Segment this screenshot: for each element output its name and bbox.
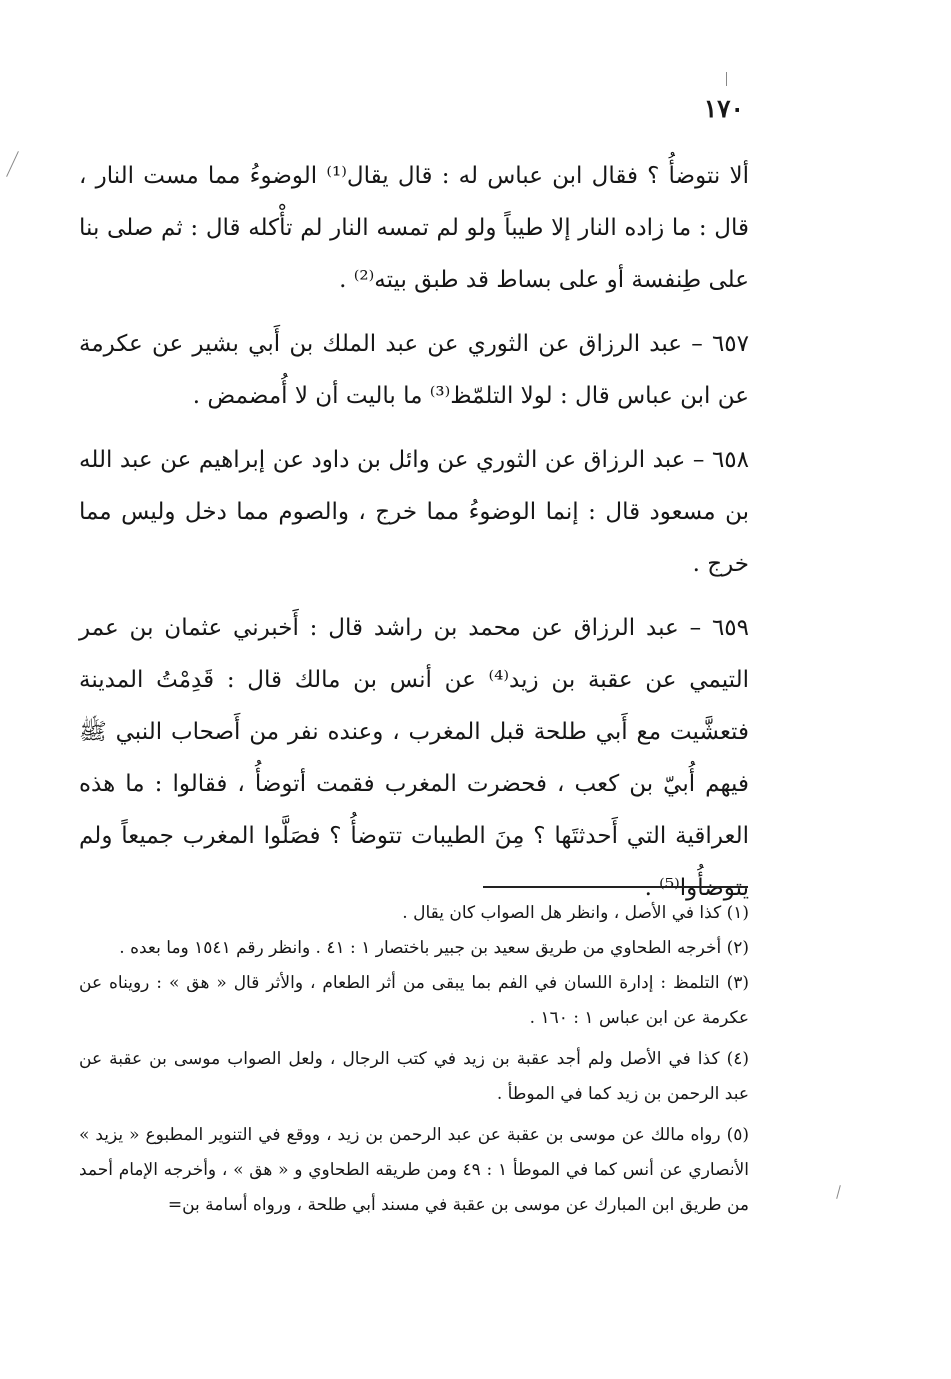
footnote-3: (٣) التلمظ : إدارة اللسان في الفم بما يبقى من أثر الطعام ، والأثر قال « هق » : رويناه عن عكرمة عن ابن عباس ١ : ١٦٠ . [79, 973, 749, 1028]
hadith-657: ٦٥٧ – عبد الرزاق عن الثوري عن عبد الملك بن أَبي بشير عن عكرمة عن ابن عباس قال : لولا التلمّظ⁽³⁾ ما باليت أن لا أُمضمض . [79, 331, 749, 409]
paragraph-continuation: ألا نتوضأُ ؟ فقال ابن عباس له : قال يقال⁽¹⁾ الوضوءُ مما مست النار ، قال : ما زاده النار إلا طيباً ولو لم تمسه النار لم تأْكله قال : ثم صلى بنا على طِنفسة أو على بساط قد طبق بيته⁽²⁾ . [79, 163, 749, 293]
scan-mark-top [726, 72, 727, 86]
footnote-4: (٤) كذا في الأصل ولم أجد عقبة بن زيد في كتب الرجال ، ولعل الصواب موسى بن عقبة عن عبد الرحمن بن زيد كما في الموطأ . [79, 1049, 749, 1104]
hadith-658: ٦٥٨ – عبد الرزاق عن الثوري عن وائل بن داود عن إبراهيم عن عبد الله بن مسعود قال : إنما الوضوءُ مما خرج ، والصوم مما دخل وليس مما خرج . [79, 447, 749, 577]
scan-mark-left [6, 151, 19, 177]
footnote-divider [483, 886, 748, 888]
footnote-1: (١) كذا في الأصل ، وانظر هل الصواب كان يقال . [402, 903, 749, 923]
main-text [79, 150, 749, 926]
footnote-5: (٥) رواه مالك عن موسى بن عقبة عن عبد الرحمن بن زيد ، ووقع في التنوير المطبوع « يزيد » الأنصاري عن أنس كما في الموطأ ١ : ٤٩ ومن طريقه الطحاوي و « هق » ، وأخرجه الإمام أحمد من طريق ابن المبارك عن موسى بن عقبة في مسند أبي طلحة ، ورواه أسامة بن= [79, 1125, 749, 1215]
page-number: ١٧٠ [703, 94, 744, 123]
footnotes [79, 896, 749, 1223]
hadith-659: ٦٥٩ – عبد الرزاق عن محمد بن راشد قال : أَخبرني عثمان بن عمر التيمي عن عقبة بن زيد⁽⁴⁾ عن أنس بن مالك قال : قَدِمْتُ المدينة فتعشَّيت مع أَبي طلحة قبل المغرب ، وعنده نفر من أَصحاب النبي ﷺ فيهم أُبيّ بن كعب ، فحضرت المغرب فقمت أتوضأُ ، فقالوا : ما هذه العراقية التي أَحدثتَها ؟ مِنَ الطيبات تتوضأُ ؟ فصَلَّوا المغرب جميعاً ولم يتوضأُوا⁽⁵⁾ . [79, 615, 749, 901]
scan-mark-right [836, 1185, 841, 1199]
footnote-2: (٢) أخرجه الطحاوي من طريق سعيد بن جبير باختصار ١ : ٤١ . وانظر رقم ١٥٤١ وما بعده . [119, 938, 749, 958]
